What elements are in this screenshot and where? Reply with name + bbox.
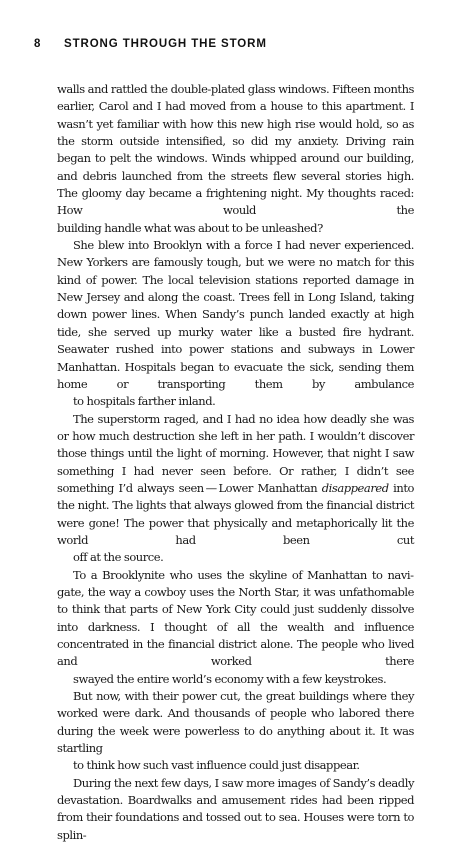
paragraph-text: But now, with their power cut, the great buildings where they worked were dark. And thousands of people who labored there during the week were powerless to do anything about it. It was startling bbox=[57, 689, 414, 756]
emphasis: disappeared bbox=[321, 480, 389, 495]
running-header bbox=[34, 38, 267, 54]
paragraph-last-line: to think how such vast influence could just disappear. bbox=[73, 758, 360, 773]
paragraph-text: During the next few days, I saw more images of Sandy’s deadly devastation. Boardwalks and amusement rides had been ripped from their foundations and tossed out to sea. Houses were torn to splin- bbox=[57, 775, 414, 842]
paragraph bbox=[57, 411, 414, 567]
paragraph-text: The superstorm raged, and I had no idea how deadly she was or how much destruction she left in her path. I wouldn’t discover those things until the light of morning. However, that night I saw something I had never seen before. Or rather, I didn’t see something I’d always seen — Lower Manhattan disappeared into the night. The lights that always glowed from the financial district were gone! The power that physically and metaphorically lit the world had been cut bbox=[57, 411, 414, 547]
paragraph-text: She blew into Brooklyn with a force I had never experienced. New Yorkers are famously tough, but we were no match for this kind of power. The local television stations reported damage in New Jersey and along the coast. Trees fell in Long Island, taking down power lines. When Sandy’s punch landed exactly at high tide, she served up murky water like a busted fire hydrant. Seawater rushed into power stations and subways in Lower Manhattan. Hospitals began to evacuate the sick, sending them home or transporting them by ambulance bbox=[57, 238, 414, 391]
paragraph bbox=[57, 237, 414, 410]
running-title: STRONG THROUGH THE STORM bbox=[64, 38, 267, 50]
paragraph-last-line: swayed the entire world’s economy with a few keystrokes. bbox=[73, 671, 387, 686]
paragraph bbox=[57, 688, 414, 775]
body-text bbox=[57, 81, 414, 844]
paragraph-text: walls and rattled the double-plated glass windows. Fifteen months earlier, Carol and I had moved from a house to this apartment. I wasn’t yet familiar with how this new high rise would hold, so as the storm outside intensified, so did my anxiety. Driving rain began to pelt the windows. Winds whipped around our building, and debris launched from the streets flew several stories high. The gloomy day became a frightening night. My thoughts raced: How would the bbox=[57, 82, 414, 218]
paragraph bbox=[57, 81, 414, 237]
paragraph-last-line: building handle what was about to be unleashed? bbox=[57, 220, 323, 235]
page-number: 8 bbox=[34, 38, 42, 50]
paragraph bbox=[57, 775, 414, 844]
paragraph bbox=[57, 567, 414, 688]
paragraph-last-line: off at the source. bbox=[73, 550, 164, 565]
paragraph-last-line: to hospitals farther inland. bbox=[73, 394, 216, 409]
paragraph-text: To a Brooklynite who uses the skyline of Manhattan to navigate, the way a cowboy uses the North Star, it was unfathomable to think that parts of New York City could just suddenly dissolve into darkness. I thought of all the wealth and influence concentrated in the financial district alone. The people who lived and worked there bbox=[57, 567, 414, 669]
